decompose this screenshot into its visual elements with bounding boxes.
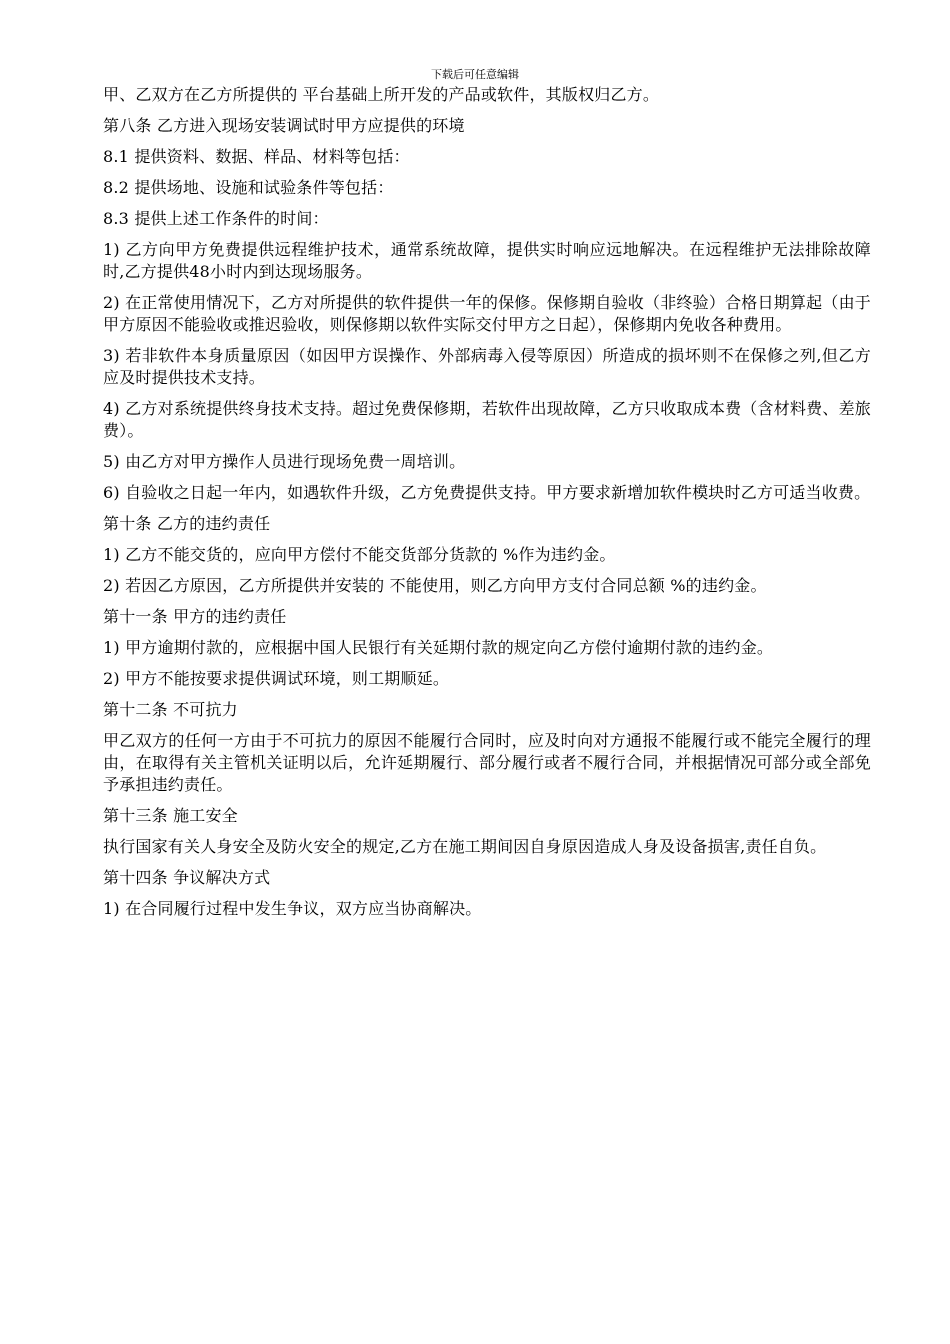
document-body	[103, 84, 871, 929]
heading-article-13: 第十三条 施工安全	[103, 806, 238, 825]
heading-article-11: 第十一条 甲方的违约责任	[103, 607, 287, 626]
list-item-training: 5) 由乙方对甲方操作人员进行现场免费一周培训。	[103, 452, 466, 471]
list-item-remote-maintenance: 1) 乙方向甲方免费提供远程维护技术，通常系统故障，提供实时响应远地解决。在远程维护无法排除故障时,乙方提供48小时内到达现场服务。	[103, 240, 871, 281]
list-item-dispute-negotiation: 1) 在合同履行过程中发生争议，双方应当协商解决。	[103, 899, 482, 918]
paragraph-force-majeure: 甲乙双方的任何一方由于不可抗力的原因不能履行合同时，应及时向对方通报不能履行或不能完全履行的理由，在取得有关主管机关证明以后，允许延期履行、部分履行或者不履行合同，并根据情况可部分或全部免予承担违约责任。	[103, 731, 871, 794]
list-item-party-b-delivery-default: 1) 乙方不能交货的，应向甲方偿付不能交货部分货款的 %作为违约金。	[103, 545, 616, 564]
list-item-party-b-installation-default: 2) 若因乙方原因，乙方所提供并安装的 不能使用，则乙方向甲方支付合同总额 %的违约金。	[103, 576, 767, 595]
page-header-note: 下载后可任意编辑	[431, 68, 519, 81]
heading-article-12: 第十二条 不可抗力	[103, 700, 238, 719]
heading-article-8: 第八条 乙方进入现场安装调试时甲方应提供的环境	[103, 116, 465, 135]
list-item-upgrade: 6) 自验收之日起一年内，如遇软件升级，乙方免费提供支持。甲方要求新增加软件模块时乙方可适当收费。	[103, 483, 871, 502]
heading-article-10: 第十条 乙方的违约责任	[103, 514, 271, 533]
paragraph-8-3: 8.3 提供上述工作条件的时间：	[103, 209, 329, 228]
heading-article-14: 第十四条 争议解决方式	[103, 868, 271, 887]
list-item-party-a-environment: 2) 甲方不能按要求提供调试环境，则工期顺延。	[103, 669, 450, 688]
list-item-warranty: 2) 在正常使用情况下，乙方对所提供的软件提供一年的保修。保修期自验收（非终验）合格日期算起（由于甲方原因不能验收或推迟验收，则保修期以软件实际交付甲方之日起），保修期内免收各种费用。	[103, 293, 871, 334]
paragraph-construction-safety: 执行国家有关人身安全及防火安全的规定,乙方在施工期间因自身原因造成人身及设备损害,责任自负。	[103, 837, 827, 856]
paragraph-8-2: 8.2 提供场地、设施和试验条件等包括：	[103, 178, 394, 197]
list-item-party-a-late-payment: 1) 甲方逾期付款的，应根据中国人民银行有关延期付款的规定向乙方偿付逾期付款的违约金。	[103, 638, 774, 657]
paragraph-copyright: 甲、乙双方在乙方所提供的 平台基础上所开发的产品或软件，其版权归乙方。	[103, 85, 660, 104]
paragraph-8-1: 8.1 提供资料、数据、样品、材料等包括：	[103, 147, 410, 166]
list-item-warranty-exclusion: 3) 若非软件本身质量原因（如因甲方误操作、外部病毒入侵等原因）所造成的损坏则不在保修之列,但乙方应及时提供技术支持。	[103, 346, 871, 387]
list-item-lifetime-support: 4) 乙方对系统提供终身技术支持。超过免费保修期，若软件出现故障，乙方只收取成本费（含材料费、差旅费）。	[103, 399, 871, 440]
